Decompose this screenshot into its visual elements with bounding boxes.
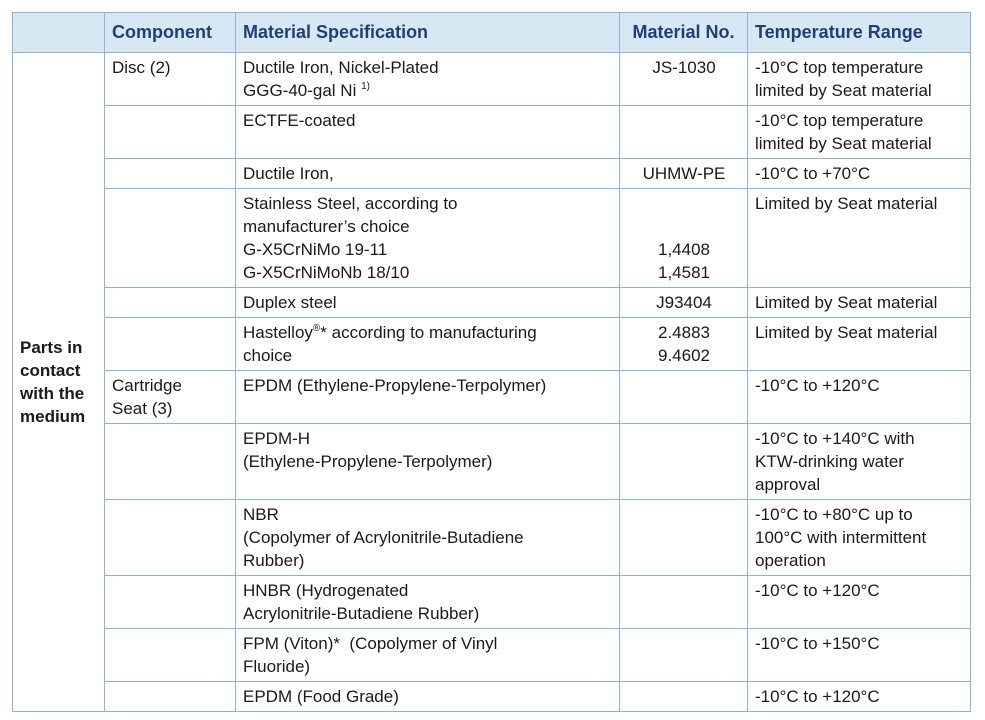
component-cell bbox=[105, 318, 236, 371]
spec-line: G-X5CrNiMoNb 18/10 bbox=[243, 263, 410, 282]
temp-line: -10°C to +120°C bbox=[755, 687, 880, 706]
spec-line: Ductile Iron, Nickel-Plated bbox=[243, 58, 439, 77]
temp-cell bbox=[748, 53, 971, 106]
spec-line: FPM (Viton)* (Copolymer of Vinyl bbox=[243, 634, 498, 653]
table-row bbox=[13, 53, 971, 106]
component-cell bbox=[105, 424, 236, 500]
matno-cell bbox=[620, 288, 748, 318]
matno-spacer bbox=[627, 215, 741, 238]
matno-cell bbox=[620, 629, 748, 682]
spec-line: choice bbox=[243, 346, 293, 365]
temp-cell bbox=[748, 318, 971, 371]
table-row bbox=[13, 371, 971, 424]
spec-cell bbox=[236, 189, 620, 288]
matno-cell bbox=[620, 159, 748, 189]
matno-cell bbox=[620, 318, 748, 371]
spec-line: Acrylonitrile-Butadiene Rubber) bbox=[243, 604, 480, 623]
matno-line: 9.4602 bbox=[658, 346, 710, 365]
spec-line: EPDM-H bbox=[243, 429, 311, 448]
group-label-line: contact bbox=[20, 361, 81, 380]
component-cell bbox=[105, 106, 236, 159]
temp-line: limited by Seat material bbox=[755, 134, 932, 153]
matno-cell bbox=[620, 106, 748, 159]
spec-line: manufacturer’s choice bbox=[243, 217, 410, 236]
matno-line: J93404 bbox=[656, 293, 712, 312]
matno-line: JS-1030 bbox=[652, 58, 716, 77]
spec-cell bbox=[236, 576, 620, 629]
table-row bbox=[13, 682, 971, 712]
spec-cell bbox=[236, 371, 620, 424]
table-row bbox=[13, 500, 971, 576]
group-label-line: Parts in bbox=[20, 338, 83, 357]
spec-line: (Ethylene-Propylene-Terpolymer) bbox=[243, 452, 493, 471]
matno-cell bbox=[620, 576, 748, 629]
spec-text: GGG-40-gal Ni bbox=[243, 81, 357, 100]
spec-cell bbox=[236, 318, 620, 371]
component-cell bbox=[105, 159, 236, 189]
table-row bbox=[13, 629, 971, 682]
temp-line: Limited by Seat material bbox=[755, 194, 938, 213]
group-label-cell bbox=[13, 53, 105, 712]
temp-cell bbox=[748, 500, 971, 576]
header-temperature-range: Temperature Range bbox=[748, 13, 971, 53]
temp-line: -10°C top temperature bbox=[755, 111, 924, 130]
table-row bbox=[13, 576, 971, 629]
temp-line: KTW-drinking water bbox=[755, 452, 904, 471]
footnote-marker: 1) bbox=[361, 81, 371, 92]
matno-cell bbox=[620, 189, 748, 288]
temp-line: -10°C to +120°C bbox=[755, 581, 880, 600]
temp-line: limited by Seat material bbox=[755, 81, 932, 100]
temp-line: 100°C with intermittent bbox=[755, 528, 927, 547]
matno-cell bbox=[620, 371, 748, 424]
matno-line: UHMW-PE bbox=[642, 164, 726, 183]
temp-line: -10°C to +70°C bbox=[755, 164, 871, 183]
spec-line: G-X5CrNiMo 19-11 bbox=[243, 240, 388, 259]
spec-line: HNBR (Hydrogenated bbox=[243, 581, 409, 600]
matno-cell bbox=[620, 53, 748, 106]
matno-cell bbox=[620, 500, 748, 576]
spec-cell bbox=[236, 424, 620, 500]
group-label-line: medium bbox=[20, 407, 86, 426]
header-material-no: Material No. bbox=[620, 13, 748, 53]
component-cartridge-seat: Seat (3) bbox=[112, 399, 173, 418]
component-cell bbox=[105, 629, 236, 682]
table-row bbox=[13, 189, 971, 288]
temp-line: -10°C to +140°C with bbox=[755, 429, 915, 448]
spec-cell bbox=[236, 159, 620, 189]
temp-line: Limited by Seat material bbox=[755, 293, 938, 312]
temp-cell bbox=[748, 159, 971, 189]
spec-line: Stainless Steel, according to bbox=[243, 194, 458, 213]
spec-cell bbox=[236, 106, 620, 159]
spec-cell bbox=[236, 500, 620, 576]
table-row bbox=[13, 318, 971, 371]
table-row bbox=[13, 288, 971, 318]
spec-cell bbox=[236, 288, 620, 318]
temp-line: approval bbox=[755, 475, 821, 494]
spec-cell bbox=[236, 682, 620, 712]
component-cell bbox=[105, 576, 236, 629]
temp-cell bbox=[748, 576, 971, 629]
spec-line: EPDM (Food Grade) bbox=[243, 687, 399, 706]
matno-cell bbox=[620, 424, 748, 500]
temp-cell bbox=[748, 682, 971, 712]
header-group bbox=[13, 13, 105, 53]
matno-line: 2.4883 bbox=[658, 323, 710, 342]
temp-cell bbox=[748, 424, 971, 500]
component-disc: Disc (2) bbox=[112, 58, 171, 77]
spec-line: (Copolymer of Acrylonitrile-Butadiene bbox=[243, 528, 524, 547]
header-component: Component bbox=[105, 13, 236, 53]
group-label-line: with the bbox=[20, 384, 85, 403]
matno-line: 1,4581 bbox=[658, 263, 710, 282]
header-row bbox=[13, 13, 971, 53]
matno-cell bbox=[620, 682, 748, 712]
temp-line: -10°C to +120°C bbox=[755, 376, 880, 395]
component-cell bbox=[105, 288, 236, 318]
header-material-spec: Material Specification bbox=[236, 13, 620, 53]
spec-text: * according to manufacturing bbox=[320, 323, 537, 342]
temp-line: -10°C to +150°C bbox=[755, 634, 880, 653]
temp-cell bbox=[748, 371, 971, 424]
spec-line: Fluoride) bbox=[243, 657, 311, 676]
temp-cell bbox=[748, 106, 971, 159]
spec-line: Ductile Iron, bbox=[243, 164, 334, 183]
matno-line: 1,4408 bbox=[658, 240, 710, 259]
spec-line bbox=[243, 79, 613, 102]
spec-line: Rubber) bbox=[243, 551, 305, 570]
component-cell bbox=[105, 189, 236, 288]
component-cell bbox=[105, 500, 236, 576]
registered-mark: ® bbox=[312, 323, 321, 334]
spec-line: EPDM (Ethylene-Propylene-Terpolymer) bbox=[243, 376, 547, 395]
spec-line bbox=[243, 321, 613, 344]
table-row bbox=[13, 106, 971, 159]
temp-line: operation bbox=[755, 551, 826, 570]
component-cartridge-seat: Cartridge bbox=[112, 376, 182, 395]
temp-line: -10°C top temperature bbox=[755, 58, 924, 77]
matno-spacer bbox=[627, 192, 741, 215]
spec-line: ECTFE-coated bbox=[243, 111, 356, 130]
spec-line: NBR bbox=[243, 505, 279, 524]
spec-text: Hastelloy bbox=[243, 323, 313, 342]
component-cell bbox=[105, 682, 236, 712]
spec-line: Duplex steel bbox=[243, 293, 337, 312]
table-row bbox=[13, 159, 971, 189]
component-cell bbox=[105, 53, 236, 106]
spec-cell bbox=[236, 53, 620, 106]
spec-table-page bbox=[12, 12, 971, 712]
table-row bbox=[13, 424, 971, 500]
temp-line: -10°C to +80°C up to bbox=[755, 505, 913, 524]
temp-cell bbox=[748, 288, 971, 318]
spec-cell bbox=[236, 629, 620, 682]
temp-cell bbox=[748, 189, 971, 288]
temp-line: Limited by Seat material bbox=[755, 323, 938, 342]
component-cell bbox=[105, 371, 236, 424]
material-spec-table bbox=[12, 12, 971, 712]
temp-cell bbox=[748, 629, 971, 682]
